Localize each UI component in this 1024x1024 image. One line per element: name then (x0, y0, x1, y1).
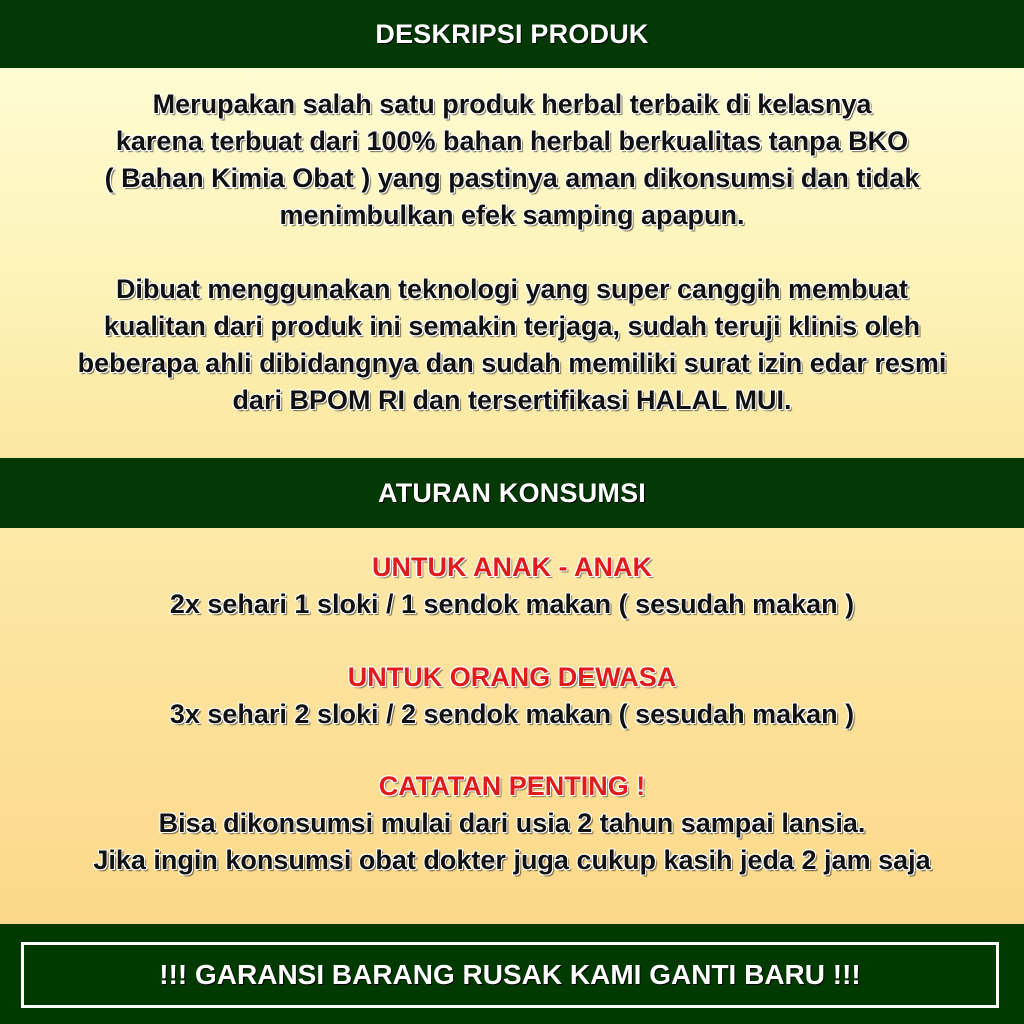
guarantee-box (21, 942, 999, 1008)
section-header-description (0, 0, 1024, 68)
guarantee-text: !!! GARANSI BARANG RUSAK KAMI GANTI BARU !!! (159, 959, 861, 990)
description-panel (0, 68, 1024, 458)
footer-banner (0, 924, 1024, 1024)
rule-adults (0, 659, 1024, 733)
rule-heading-adults: UNTUK ORANG DEWASA (347, 662, 677, 692)
rule-heading-note: CATATAN PENTING ! (378, 771, 646, 801)
description-title: DESKRIPSI PRODUK (375, 18, 649, 49)
section-header-consumption (0, 458, 1024, 528)
consumption-title: ATURAN KONSUMSI (378, 477, 646, 508)
rule-important-note (0, 768, 1024, 879)
text-line: kualitan dari produk ini semakin terjaga, sudah teruji klinis oleh (103, 311, 921, 341)
rule-heading-children: UNTUK ANAK - ANAK (372, 552, 652, 582)
rule-detail-note-1: Bisa dikonsumsi mulai dari usia 2 tahun sampai lansia. (158, 808, 866, 838)
text-line: menimbulkan efek samping apapun. (279, 200, 745, 230)
rule-detail-note-2: Jika ingin konsumsi obat dokter juga cukup kasih jeda 2 jam saja (93, 845, 931, 875)
text-line: Dibuat menggunakan teknologi yang super canggih membuat (115, 274, 909, 304)
consumption-panel (0, 528, 1024, 924)
description-paragraph-1 (0, 86, 1024, 234)
rule-detail-adults: 3x sehari 2 sloki / 2 sendok makan ( sesudah makan ) (169, 699, 855, 729)
text-line: dari BPOM RI dan tersertifikasi HALAL MUI. (232, 385, 792, 415)
rule-detail-children: 2x sehari 1 sloki / 1 sendok makan ( sesudah makan ) (169, 589, 855, 619)
rule-children (0, 549, 1024, 623)
description-paragraph-2 (0, 271, 1024, 419)
text-line: karena terbuat dari 100% bahan herbal berkualitas tanpa BKO (115, 126, 909, 156)
text-line: Merupakan salah satu produk herbal terbaik di kelasnya (152, 89, 872, 119)
text-line: beberapa ahli dibidangnya dan sudah memiliki surat izin edar resmi (77, 348, 947, 378)
text-line: ( Bahan Kimia Obat ) yang pastinya aman dikonsumsi dan tidak (104, 163, 920, 193)
